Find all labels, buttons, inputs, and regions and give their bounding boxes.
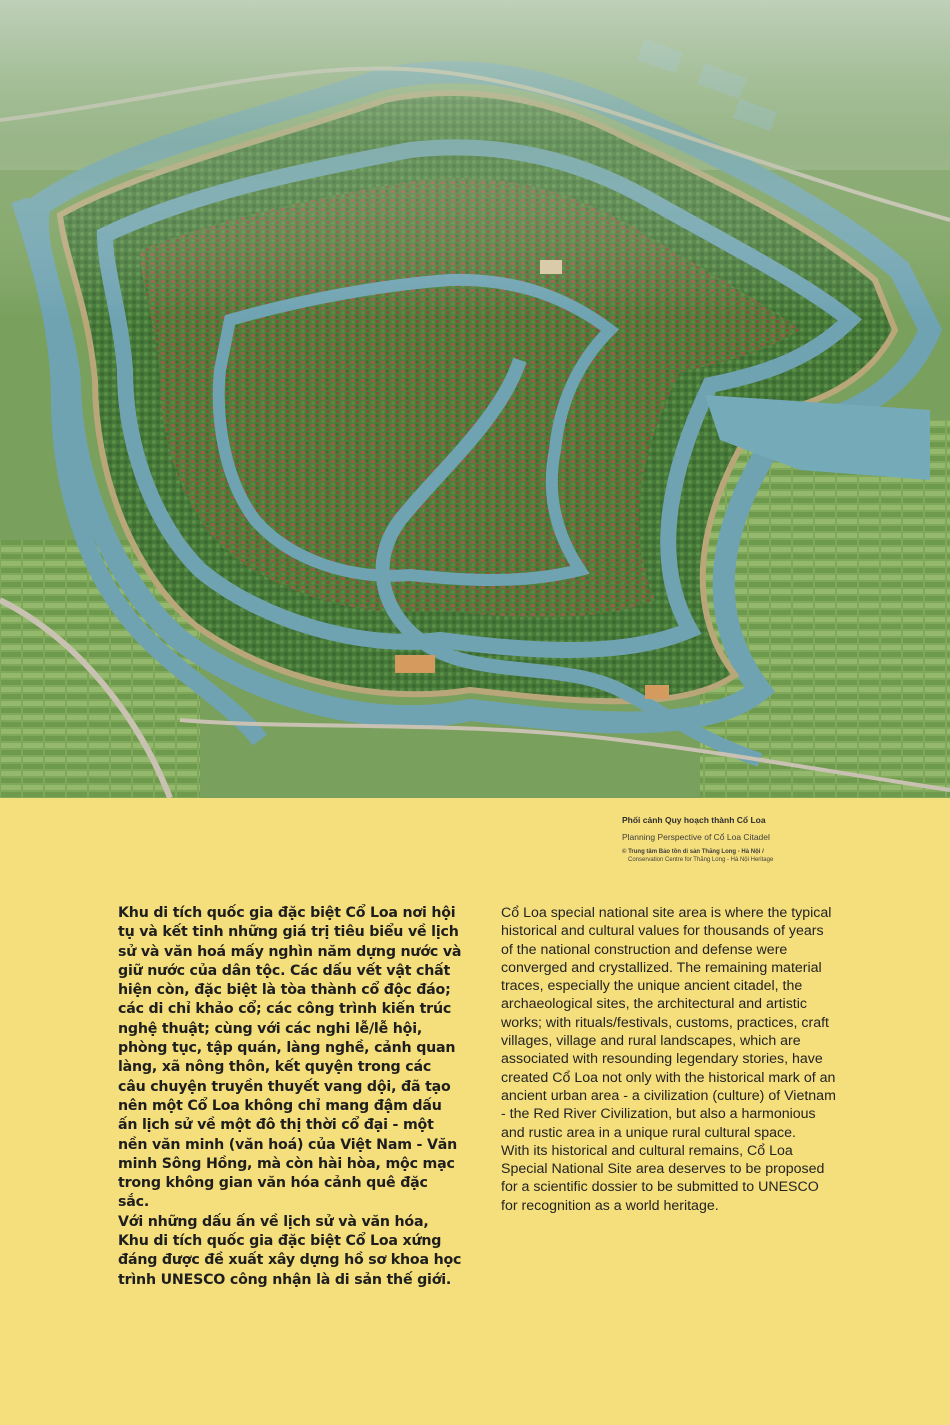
caption-subtitle: Planning Perspective of Cổ Loa Citadel	[622, 832, 770, 842]
vi-paragraph-1: Khu di tích quốc gia đặc biệt Cổ Loa nơi hội tụ và kết tinh những giá trị tiêu biểu về lịch sử và văn hoá mấy nghìn năm dựng nước và giữ nước của dân tộc. Các dấu vết vật chất hiện còn, đặc biệt là tòa thành cổ độc đáo; các di chỉ khảo cổ; các công trình kiến trúc nghệ thuật; cùng với các nghi lễ/lễ hội, phòng tục, tập quán, làng nghề, cảnh quan làng, xã nông thôn, kết quyện trong các câu chuyện truyền thuyết vang dội, đã tạo nên một Cổ Loa không chỉ mang đậm dấu ấn lịch sử về một đô thị thời cổ đại - một nền văn minh (văn hoá) của Việt Nam - Văn minh Sông Hồng, mà còn hài hòa, mộc mạc trong không gian văn hóa cảnh quê đặc sắc.	[118, 905, 462, 1211]
english-text-column	[501, 904, 836, 1215]
en-paragraph-2: With its historical and cultural remains, Cổ Loa Special National Site area deserves to be proposed for a scientific dossier to be submitted to UNESCO for recognition as a world heritage.	[501, 1142, 825, 1214]
caption-title: Phối cảnh Quy hoạch thành Cổ Loa	[622, 815, 766, 825]
vietnamese-text-column	[118, 904, 463, 1290]
en-paragraph-1: Cổ Loa special national site area is where the typical historical and cultural values for thousands of years of the national construction and defense were converged and crystallized. The remaining material traces, especially the unique ancient citadel, the archaeological sites, the architectural and artistic works; with rituals/festivals, customs, practices, craft villages, village and rural landscapes, which are associated with resounding legendary stories, have created Cổ Loa not only with the historical mark of an ancient urban area - a civilization (culture) of Vietnam - the Red River Civilization, but also a harmonious and rustic area in a unique rural cultural space.	[501, 905, 836, 1141]
caption-credit-en: Conservation Centre for Thăng Long - Hà Nội Heritage	[628, 857, 774, 863]
caption-credit-vi: © Trung tâm Bảo tồn di sản Thăng Long - Hà Nội /	[622, 849, 764, 855]
vi-paragraph-2: Với những dấu ấn về lịch sử và văn hóa, Khu di tích quốc gia đặc biệt Cổ Loa xứng đáng được đề xuất xây dựng hồ sơ khoa học trình UNESCO công nhận là di sản thế giới.	[118, 1213, 462, 1288]
image-caption	[622, 815, 922, 864]
